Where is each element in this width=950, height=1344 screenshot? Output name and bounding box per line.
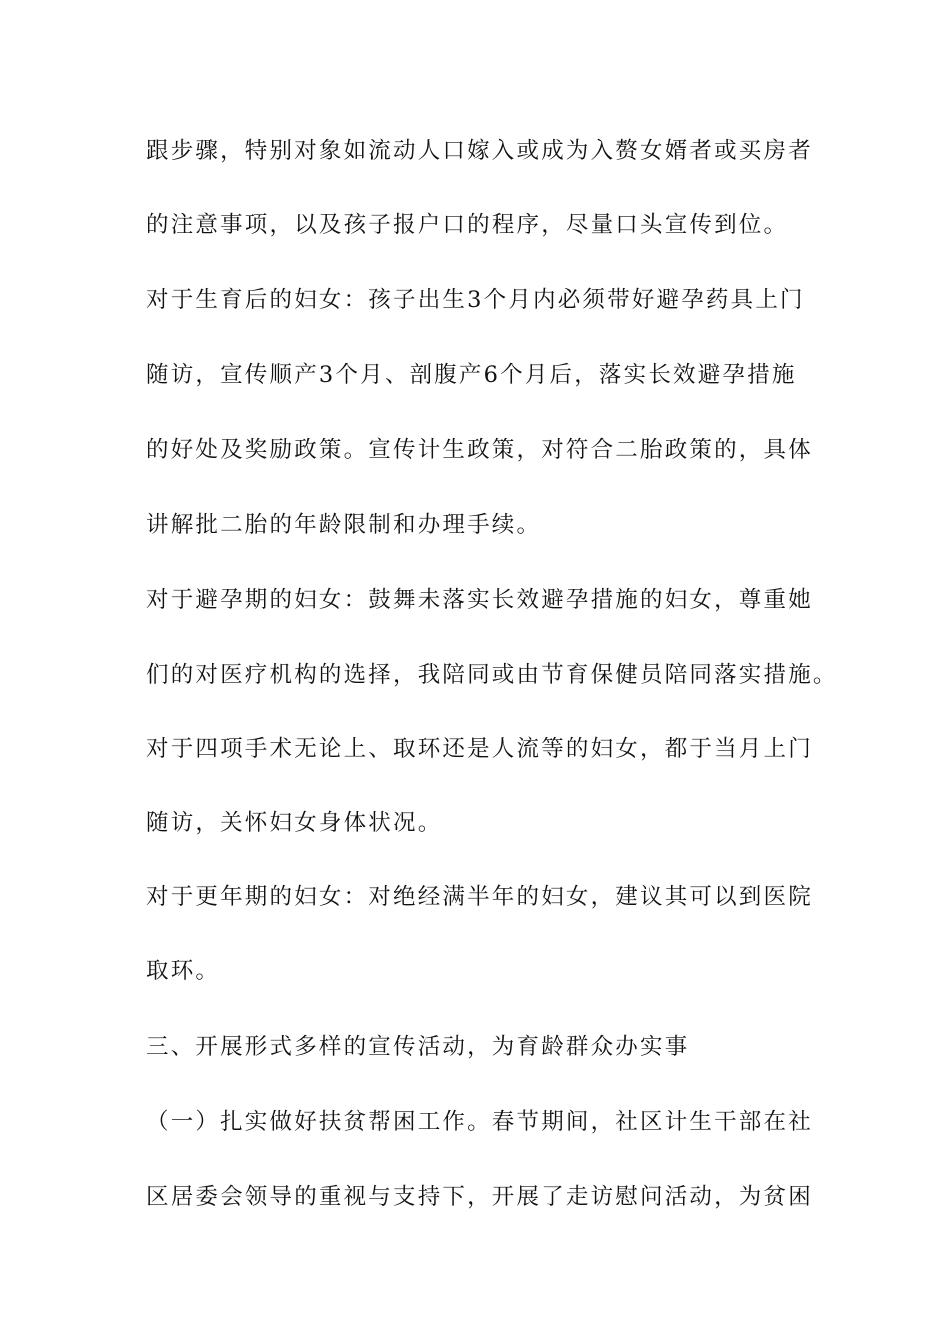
text-line: 对于更年期的妇女：对绝经满半年的妇女，建议其可以到医院 — [146, 884, 813, 910]
text-line: 们的对医疗机构的选择，我陪同或由节育保健员陪同落实措施。 — [146, 662, 838, 688]
text-line: 对于四项手术无论上、取环还是人流等的妇女，都于当月上门 — [146, 736, 813, 762]
text-line: 讲解批二胎的年龄限制和办理手续。 — [146, 512, 542, 538]
text-line: 随访，关怀妇女身体状况。 — [146, 810, 443, 836]
text-line: 随访，宣传顺产3个月、剖腹产6个月后，落实长效避孕措施 — [146, 362, 797, 388]
text-line: 区居委会领导的重视与支持下，开展了走访慰问活动，为贫困 — [146, 1184, 813, 1210]
text-line: （一）扎实做好扶贫帮困工作。春节期间，社区计生干部在社 — [146, 1109, 813, 1135]
section-heading: 三、开展形式多样的宣传活动，为育龄群众办实事 — [146, 1034, 690, 1060]
text-line: 的好处及奖励政策。宣传计生政策，对符合二胎政策的，具体 — [146, 437, 813, 463]
text-line: 对于避孕期的妇女：鼓舞未落实长效避孕措施的妇女，尊重她 — [146, 587, 813, 613]
text-line: 的注意事项，以及孩子报户口的程序，尽量口头宣传到位。 — [146, 212, 789, 238]
text-line: 对于生育后的妇女：孩子出生3个月内必须带好避孕药具上门 — [146, 287, 805, 313]
text-line: 跟步骤，特别对象如流动人口嫁入或成为入赘女婿者或买房者 — [146, 138, 813, 164]
text-line: 取环。 — [146, 958, 221, 984]
